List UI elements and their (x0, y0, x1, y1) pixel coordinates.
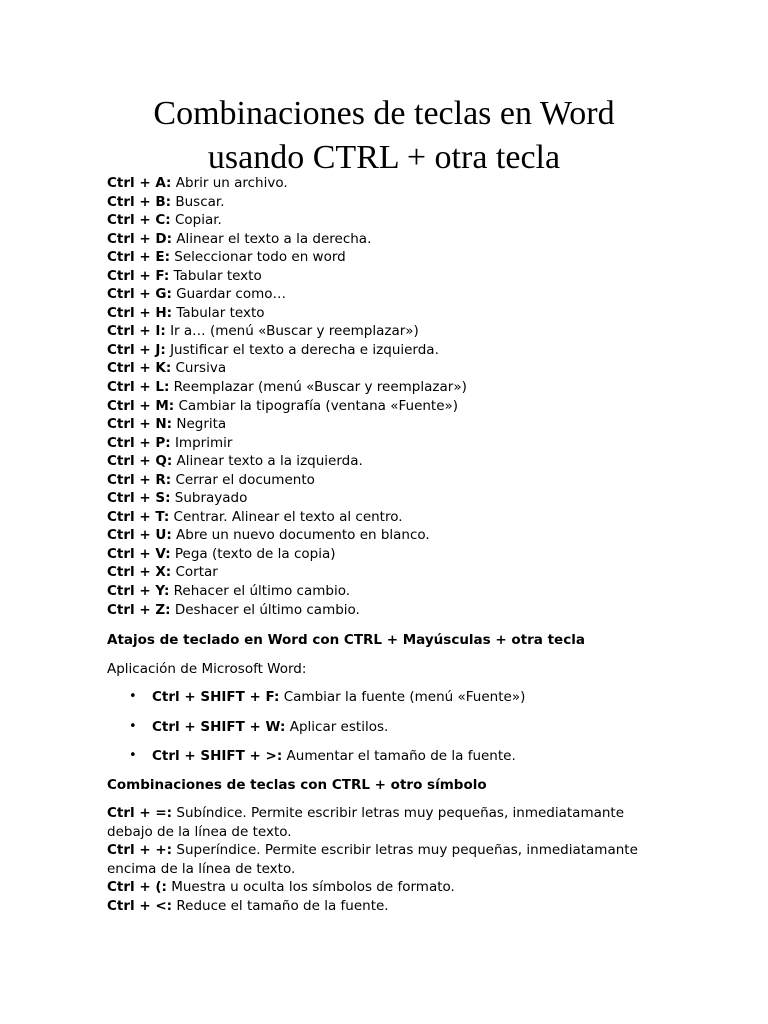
shortcut-key: Ctrl + G: (107, 286, 172, 303)
page-title (0, 92, 768, 180)
shortcut-desc: Cambiar la tipografía (ventana «Fuente») (174, 397, 459, 414)
shortcut-desc: Justificar el texto a derecha e izquierda. (165, 341, 439, 358)
shortcut-desc: Alinear texto a la izquierda. (172, 453, 363, 470)
shortcut-row (107, 545, 747, 564)
bullet-icon: • (129, 689, 137, 704)
shortcut-desc: Tabular texto (172, 304, 265, 321)
shortcut-desc: Cortar (171, 564, 218, 581)
shortcut-key: Ctrl + SHIFT + F: (152, 689, 280, 705)
shortcut-row (107, 508, 747, 527)
shortcut-desc-cont: encima de la línea de texto. (107, 860, 296, 877)
ctrl-shortcut-list (107, 174, 747, 619)
list-item (107, 688, 727, 718)
shortcut-desc: Aumentar el tamaño de la fuente. (282, 748, 516, 764)
shortcut-row (107, 452, 747, 471)
shortcut-desc: Abrir un archivo. (171, 175, 288, 191)
shortcut-key: Ctrl + SHIFT + W: (152, 718, 286, 735)
shortcut-key: Ctrl + B: (107, 193, 172, 210)
shortcut-desc: Subrayado (170, 490, 248, 507)
shortcut-desc: Buscar. (171, 193, 225, 210)
shortcut-desc: Deshacer el último cambio. (170, 601, 360, 618)
shortcut-row (107, 397, 747, 416)
shortcut-row (107, 248, 747, 267)
list-item (107, 747, 727, 777)
shortcut-row (107, 804, 667, 841)
shortcut-row (107, 304, 747, 323)
shortcut-key: Ctrl + N: (107, 416, 173, 433)
shortcut-key: Ctrl + =: (107, 805, 173, 821)
shortcut-key: Ctrl + L: (107, 379, 170, 396)
shortcut-key: Ctrl + +: (107, 842, 173, 859)
title-line-1: Combinaciones de teclas en Word (153, 95, 615, 132)
list-item (107, 718, 727, 748)
shortcut-desc-cont: debajo de la línea de texto. (107, 823, 292, 840)
shortcut-desc: Subíndice. Permite escribir letras muy pequeñas, inmediatamante (172, 805, 625, 821)
shortcut-key: Ctrl + S: (107, 490, 171, 507)
shortcut-key: Ctrl + Q: (107, 453, 173, 470)
shortcut-key: Ctrl + J: (107, 341, 166, 358)
shortcut-row (107, 563, 747, 582)
shortcut-desc: Cambiar la fuente (menú «Fuente») (279, 689, 526, 705)
shortcut-key: Ctrl + Z: (107, 601, 171, 618)
section-heading-shift: Atajos de teclado en Word con CTRL + Mayúsculas + otra tecla (107, 632, 585, 648)
shortcut-row (107, 471, 747, 490)
shortcut-row (107, 174, 747, 193)
bullet-icon: • (129, 748, 137, 763)
shortcut-row (107, 193, 747, 212)
shortcut-desc: Pega (texto de la copia) (170, 545, 336, 562)
shortcut-key: Ctrl + R: (107, 471, 172, 488)
shortcut-desc: Aplicar estilos. (285, 718, 389, 735)
shortcut-desc: Negrita (172, 416, 227, 433)
shortcut-key: Ctrl + M: (107, 397, 175, 414)
shortcut-row (107, 526, 747, 545)
shortcut-desc: Copiar. (170, 212, 222, 229)
shortcut-row (107, 211, 747, 230)
shortcut-key: Ctrl + P: (107, 434, 171, 451)
shortcut-desc: Seleccionar todo en word (169, 249, 346, 266)
shortcut-row (107, 415, 747, 434)
shortcut-key: Ctrl + V: (107, 545, 171, 562)
shortcut-desc: Reduce el tamaño de la fuente. (172, 897, 389, 914)
shortcut-desc: Cerrar el documento (171, 471, 315, 488)
shortcut-row (107, 582, 747, 601)
shortcut-key: Ctrl + Y: (107, 583, 170, 600)
shortcut-desc: Centrar. Alinear el texto al centro. (169, 508, 403, 525)
shortcut-key: Ctrl + C: (107, 212, 171, 229)
shortcut-key: Ctrl + A: (107, 175, 172, 191)
shortcut-desc: Cursiva (171, 360, 227, 377)
shortcut-row (107, 841, 667, 878)
shift-shortcut-list (107, 688, 727, 777)
shortcut-row (107, 897, 667, 916)
shortcut-key: Ctrl + SHIFT + >: (152, 748, 283, 764)
shortcut-key: Ctrl + T: (107, 508, 170, 525)
shortcut-desc: Imprimir (170, 434, 233, 451)
shortcut-row (107, 878, 667, 897)
shortcut-row (107, 489, 747, 508)
shortcut-row (107, 341, 747, 360)
shortcut-desc: Rehacer el último cambio. (169, 583, 351, 600)
shortcut-key: Ctrl + K: (107, 360, 172, 377)
shortcut-desc: Alinear el texto a la derecha. (171, 230, 372, 247)
section-intro: Aplicación de Microsoft Word: (107, 661, 307, 677)
title-line-2: usando CTRL + otra tecla (207, 139, 561, 176)
shortcut-key: Ctrl + (: (107, 879, 167, 896)
shortcut-row (107, 434, 747, 453)
shortcut-key: Ctrl + X: (107, 564, 172, 581)
shortcut-key: Ctrl + D: (107, 230, 172, 247)
shortcut-row (107, 601, 747, 620)
shortcut-key: Ctrl + <: (107, 897, 173, 914)
shortcut-desc: Superíndice. Permite escribir letras muy pequeñas, inmediatamante (172, 842, 638, 859)
shortcut-desc: Muestra u oculta los símbolos de formato. (166, 879, 455, 896)
shortcut-desc: Reemplazar (menú «Buscar y reemplazar») (169, 379, 467, 396)
shortcut-row (107, 267, 747, 286)
shortcut-key: Ctrl + F: (107, 267, 170, 284)
shortcut-row (107, 285, 747, 304)
shortcut-row (107, 378, 747, 397)
shortcut-row (107, 322, 747, 341)
shortcut-desc: Ir a… (menú «Buscar y reemplazar») (165, 323, 419, 340)
section-heading-symbol: Combinaciones de teclas con CTRL + otro símbolo (107, 777, 487, 793)
shortcut-key: Ctrl + U: (107, 527, 172, 544)
symbol-shortcut-list (107, 804, 667, 915)
shortcut-desc: Guardar como… (171, 286, 287, 303)
shortcut-row (107, 359, 747, 378)
bullet-icon: • (129, 718, 137, 734)
shortcut-desc: Abre un nuevo documento en blanco. (171, 527, 430, 544)
shortcut-key: Ctrl + H: (107, 304, 173, 321)
shortcut-desc: Tabular texto (169, 267, 262, 284)
shortcut-key: Ctrl + I: (107, 323, 166, 340)
shortcut-key: Ctrl + E: (107, 249, 170, 266)
shortcut-row (107, 230, 747, 249)
